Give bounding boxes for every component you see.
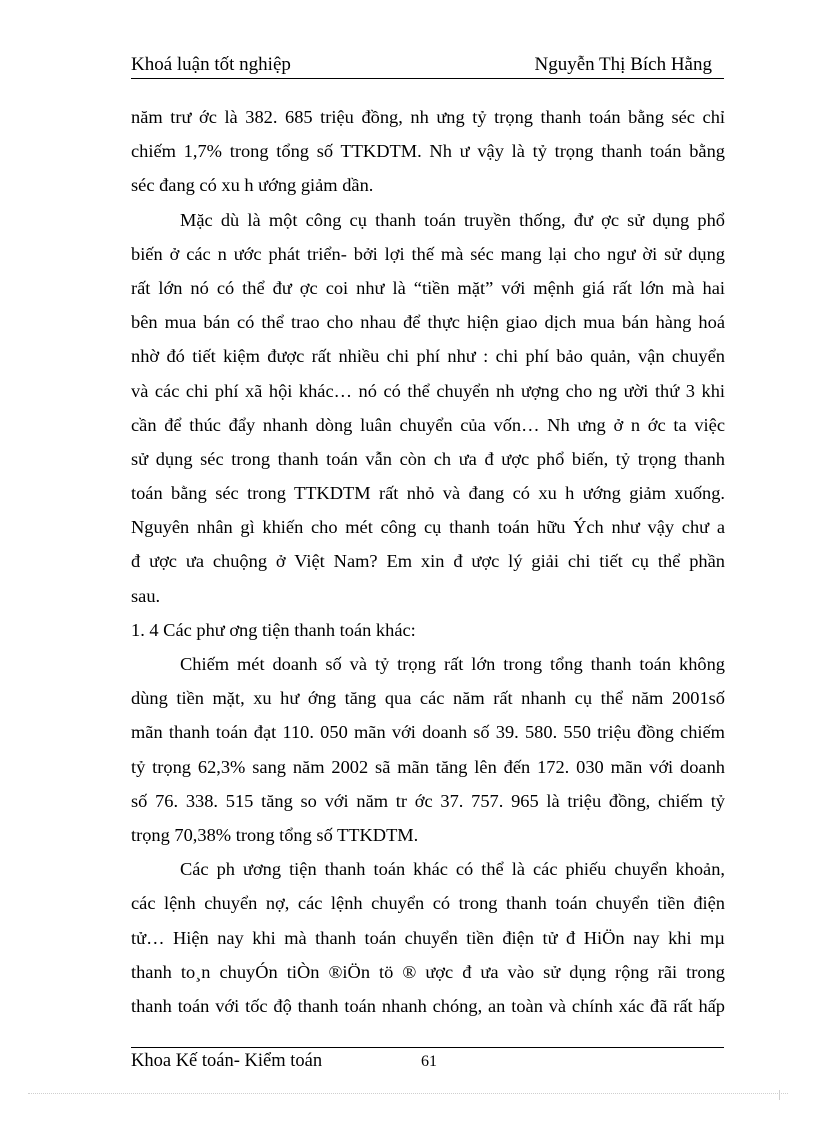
text-line: chiếm 1,7% trong tổng số TTKDTM. Nh ư vậy là tỷ trọng thanh toán bằng <box>131 141 725 162</box>
text-line: nhờ đó tiết kiệm được rất nhiều chi phí như : chi phí bảo quản, vận chuyển <box>131 346 725 367</box>
section-heading: 1. 4 Các phư ơng tiện thanh toán khác: <box>131 619 416 640</box>
footer-divider <box>131 1047 724 1048</box>
header-thesis-title: Khoá luận tốt nghiệp <box>131 54 291 75</box>
paragraph-first-line: Chiếm mét doanh số và tỷ trọng rất lớn trong tổng thanh toán không <box>180 654 725 674</box>
text-line: và các chi phí xã hội khác… nó có thể chuyển nh ượng cho ng ười thứ 3 khi <box>131 380 725 401</box>
text-line: cần để thúc đẩy nhanh dòng luân chuyển của vốn… Nh ưng ở n ớc ta việc <box>131 414 725 435</box>
page-header <box>131 52 724 79</box>
page-number: 61 <box>421 1053 437 1070</box>
text-line: năm trư ớc là 382. 685 triệu đồng, nh ưng tỷ trọng thanh toán bằng séc chỉ <box>131 107 725 127</box>
page-boundary-dots <box>28 1093 788 1094</box>
header-author-name: Nguyễn Thị Bích Hằng <box>534 54 712 75</box>
text-line: sau. <box>131 585 161 606</box>
text-line: biến ở các n ước phát triển- bởi lợi thế mà séc mang lại cho ngư ời sử dụng <box>131 243 725 264</box>
text-line: rất lớn nó có thể đư ợc coi như là “tiền mặt” với mệnh giá rất lớn mà hai <box>131 277 725 298</box>
body-text <box>131 100 725 1023</box>
text-line: sử dụng séc trong thanh toán vẫn còn ch ưa đ ược phổ biến, tỷ trọng thanh <box>131 448 725 469</box>
text-line: dùng tiền mặt, xu hư ớng tăng qua các năm rất nhanh cụ thể năm 2001số <box>131 688 725 709</box>
text-line: toán bằng séc trong TTKDTM rất nhỏ và đang có xu h ướng giảm xuống. <box>131 483 725 504</box>
footer-department: Khoa Kế toán- Kiểm toán <box>131 1051 323 1071</box>
text-line: séc đang có xu h ướng giảm dần. <box>131 175 374 196</box>
text-line: số 76. 338. 515 tăng so với năm tr ớc 37. 757. 965 là triệu đồng, chiếm tỷ <box>131 790 725 811</box>
text-line: các lệnh chuyển nợ, các lệnh chuyển có trong thanh toán chuyển tiền điện <box>131 893 725 914</box>
text-line: mãn thanh toán đạt 110. 050 mãn với doanh số 39. 580. 550 triệu đồng chiếm <box>131 722 725 743</box>
text-line: bên mua bán có thể trao cho nhau để thực hiện giao dịch mua bán hàng hoá <box>131 312 725 333</box>
text-line: tỷ trọng 62,3% sang năm 2002 sã mãn tăng lên đến 172. 030 mãn với doanh <box>131 756 725 777</box>
text-line: thanh to¸n chuyÓn tiÒn ®iÖn tö ® ược đ ưa vào sử dụng rộng rãi trong <box>131 961 725 982</box>
text-line: tử… Hiện nay khi mà thanh toán chuyển tiền điện tử đ HiÖn nay khi mµ <box>131 927 725 948</box>
paragraph-first-line: Các ph ương tiện thanh toán khác có thể là các phiếu chuyển khoản, <box>180 859 725 880</box>
page-corner-mark <box>779 1090 790 1100</box>
text-line: Nguyên nhân gì khiến cho mét công cụ thanh toán hữu Ých như vậy chư a <box>131 517 725 538</box>
paragraph-first-line: Mặc dù là một công cụ thanh toán truyền thống, đư ợc sử dụng phổ <box>180 209 725 230</box>
text-line: thanh toán với tốc độ thanh toán nhanh chóng, an toàn và chính xác đã rất hấp <box>131 995 725 1016</box>
text-line: đ ược ưa chuộng ở Việt Nam? Em xin đ ược lý giải chi tiết cụ thể phần <box>131 551 725 572</box>
text-line: trọng 70,38% trong tổng số TTKDTM. <box>131 824 419 845</box>
